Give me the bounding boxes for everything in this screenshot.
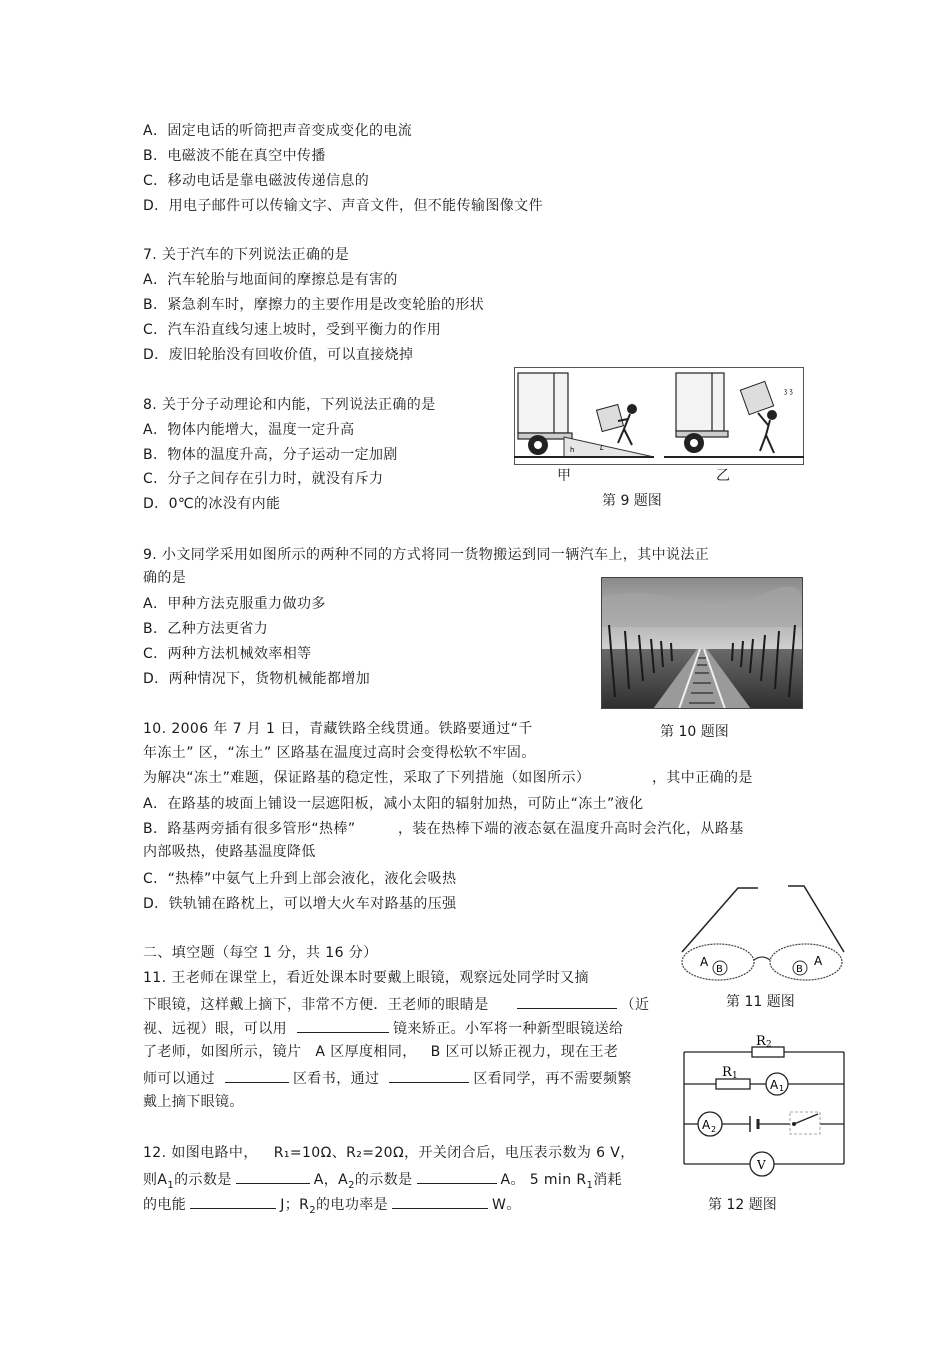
- q9-option-d: D．两种情况下，货物机械能都增加: [143, 671, 371, 687]
- q12-line1-b: R₁=10Ω、R₂=20Ω，开关闭合后，电压表示数为 6 V，: [273, 1145, 635, 1161]
- label-a1-sub: 1: [779, 1084, 785, 1093]
- q9-option-a: A．甲种方法克服重力做功多: [143, 596, 326, 612]
- q10-option-a: A．在路基的坡面上铺设一层遮阳板，减小太阳的辐射加热，可防止“冻土”液化: [143, 796, 644, 812]
- q6-option-b: B．电磁波不能在真空中传播: [143, 148, 326, 164]
- q12-line2: [143, 1169, 622, 1195]
- q12-line2-sub2: 2: [348, 1179, 355, 1191]
- q9-stem-line2: 确的是: [143, 570, 187, 586]
- q10-option-b-line2: 内部吸热，使路基温度降低: [143, 844, 316, 860]
- box-right: [740, 381, 773, 414]
- q7-option-b: B．紧急刹车时，摩擦力的主要作用是改变轮胎的形状: [143, 297, 485, 313]
- left-label-a: A: [700, 955, 709, 969]
- person-left-head: [627, 404, 637, 414]
- q12-line2-f: 消耗: [593, 1172, 623, 1188]
- q12-line2-c: A，A: [313, 1172, 349, 1188]
- figure-10-caption: 第 10 题图: [660, 724, 729, 740]
- ramp-l-label: L: [600, 444, 604, 452]
- right-label-a: A: [814, 954, 823, 968]
- q9-stem-line1: 9. 小文同学采用如图所示的两种不同的方式将同一货物搬运到同一辆汽车上，其中说法正: [143, 547, 710, 563]
- q11-line3: [143, 1018, 623, 1038]
- q11-line2: [143, 994, 649, 1014]
- box-left: [597, 405, 624, 432]
- q12-line3-b: J；R: [280, 1197, 310, 1213]
- q11-line4-c: B 区可以矫正视力，现在王老: [430, 1044, 619, 1060]
- q12-blank-4[interactable]: [392, 1194, 488, 1209]
- q12-blank-2[interactable]: [417, 1169, 497, 1184]
- q12-line1: [143, 1144, 635, 1162]
- q12-line2-d: 的示数是: [354, 1172, 413, 1188]
- q11-line1: 11. 王老师在课堂上，看近处课本时要戴上眼镜，观察远处同学时又摘: [143, 970, 589, 986]
- ramp: [564, 437, 654, 457]
- q12-line2-sub3: 1: [586, 1179, 594, 1191]
- figure-9-label-yi: 乙: [716, 468, 730, 484]
- q12-line2-a: 则A: [143, 1172, 168, 1188]
- q12-line2-sub1: 1: [167, 1179, 175, 1191]
- figure-11-glasses: [678, 882, 848, 982]
- glasses-left-temple: [682, 888, 758, 952]
- q12-line3-sub: 2: [309, 1204, 317, 1216]
- truck-left: [518, 373, 572, 439]
- q7-option-d: D．废旧轮胎没有回收价值，可以直接烧掉: [143, 347, 414, 363]
- figure-11-caption: 第 11 题图: [726, 994, 795, 1010]
- q12-blank-1[interactable]: [236, 1169, 310, 1184]
- q7-option-c: C．汽车沿直线匀速上坡时，受到平衡力的作用: [143, 322, 442, 338]
- q11-line2-text: 下眼镜，这样戴上摘下，非常不方便．王老师的眼睛是: [143, 997, 489, 1013]
- q10-line3b: ，其中正确的是: [652, 770, 753, 786]
- right-label-b: B: [796, 964, 803, 975]
- figure-10-railway-photo: [601, 577, 803, 709]
- q8-option-d: D．0℃的冰没有内能: [143, 496, 281, 512]
- left-label-b: B: [716, 964, 723, 975]
- q12-line3-d: W。: [492, 1197, 521, 1213]
- person-right-head: [767, 410, 777, 420]
- figure-12-circuit: [680, 1032, 848, 1182]
- q12-line2-b: 的示数是: [174, 1172, 232, 1188]
- q11-line3-end: 镜来矫正。小军将一种新型眼镜送给: [393, 1021, 624, 1037]
- q11-blank-1[interactable]: [517, 994, 617, 1009]
- q12-line3: [143, 1194, 521, 1220]
- q11-blank-3[interactable]: [225, 1068, 289, 1083]
- q11-line5-c: 区看同学，再不需要频繁: [473, 1071, 632, 1087]
- q12-line3-c: 的电功率是: [316, 1197, 389, 1213]
- q10-option-d: D．铁轨铺在路枕上，可以增大火车对路基的压强: [143, 896, 457, 912]
- label-r1: R: [722, 1065, 732, 1080]
- q11-line4-a: 了老师，如图所示，镜片: [143, 1044, 302, 1060]
- figure-9-illustration: [514, 367, 804, 465]
- q11-blank-2[interactable]: [297, 1018, 389, 1033]
- q11-line5: [143, 1068, 632, 1088]
- label-a1: A: [770, 1078, 779, 1092]
- q10-line2: 年冻土” 区，“冻土” 区路基在温度过高时会变得松软不牢固。: [143, 745, 536, 761]
- q6-option-a: A．固定电话的听筒把声音变成变化的电流: [143, 123, 413, 139]
- section-2-heading: 二、填空题（每空 1 分，共 16 分）: [143, 945, 378, 961]
- q10-option-c: C．“热棒”中氨气上升到上部会液化，液化会吸热: [143, 871, 457, 887]
- q11-line2-end: （近: [620, 997, 650, 1013]
- q8-option-c: C．分子之间存在引力时，就没有斥力: [143, 471, 384, 487]
- q9-option-c: C．两种方法机械效率相等: [143, 646, 312, 662]
- q10-line1: 10. 2006 年 7 月 1 日，青藏铁路全线贯通。铁路要通过“千: [143, 721, 533, 737]
- glasses-bridge: [754, 957, 770, 960]
- q11-line4-b: A 区厚度相同，: [315, 1044, 417, 1060]
- ramp-h-label: h: [570, 446, 575, 454]
- q7-option-a: A．汽车轮胎与地面间的摩擦总是有害的: [143, 272, 398, 288]
- label-a2: A: [702, 1118, 711, 1132]
- q11-line6: 戴上摘下眼镜。: [143, 1094, 244, 1110]
- q10-line3a: 为解决“冻土”难题，保证路基的稳定性，采取了下列措施（如图所示）: [143, 770, 591, 786]
- glasses-right-temple: [788, 886, 844, 952]
- figure-12-caption: 第 12 题图: [708, 1197, 777, 1213]
- right-lens: [770, 944, 842, 980]
- q12-line1-a: 12. 如图电路中，: [143, 1145, 258, 1161]
- figure-9-caption: 第 9 题图: [602, 493, 662, 509]
- switch-lever: [794, 1114, 818, 1124]
- q8-option-b: B．物体的温度升高，分子运动一定加剧: [143, 447, 398, 463]
- q11-line5-a: 师可以通过: [143, 1071, 215, 1087]
- q11-blank-4[interactable]: [389, 1068, 469, 1083]
- q10-option-b-part2: ，装在热棒下端的液态氨在温度升高时会汽化，从路基: [398, 821, 744, 837]
- q7-stem: 7. 关于汽车的下列说法正确的是: [143, 247, 350, 263]
- q11-line5-b: 区看书，通过: [293, 1071, 380, 1087]
- q12-line3-a: 的电能: [143, 1197, 187, 1213]
- figure-9-label-jia: 甲: [557, 468, 571, 484]
- sweat-marks: ʒ ʒ: [784, 388, 793, 395]
- label-a2-sub: 2: [711, 1125, 717, 1134]
- label-r2-sub: 2: [766, 1040, 772, 1050]
- q11-line4: [143, 1043, 618, 1061]
- q8-stem: 8. 关于分子动理论和内能，下列说法正确的是: [143, 397, 436, 413]
- q8-option-a: A．物体内能增大，温度一定升高: [143, 422, 355, 438]
- q10-option-b-part1: B．路基两旁插有很多管形“热棒”: [143, 821, 356, 837]
- q9-option-b: B．乙种方法更省力: [143, 621, 269, 637]
- q12-line2-e: A。 5 min R: [500, 1172, 587, 1188]
- q6-option-d: D．用电子邮件可以传输文字、声音文件，但不能传输图像文件: [143, 198, 543, 214]
- label-v: V: [757, 1158, 766, 1172]
- truck-right: [676, 373, 728, 437]
- q11-line3-text: 视、远视）眼，可以用: [143, 1021, 287, 1037]
- label-r2: R: [756, 1034, 766, 1049]
- q6-option-c: C．移动电话是靠电磁波传递信息的: [143, 173, 370, 189]
- label-r1-sub: 1: [732, 1071, 738, 1081]
- q12-blank-3[interactable]: [190, 1194, 276, 1209]
